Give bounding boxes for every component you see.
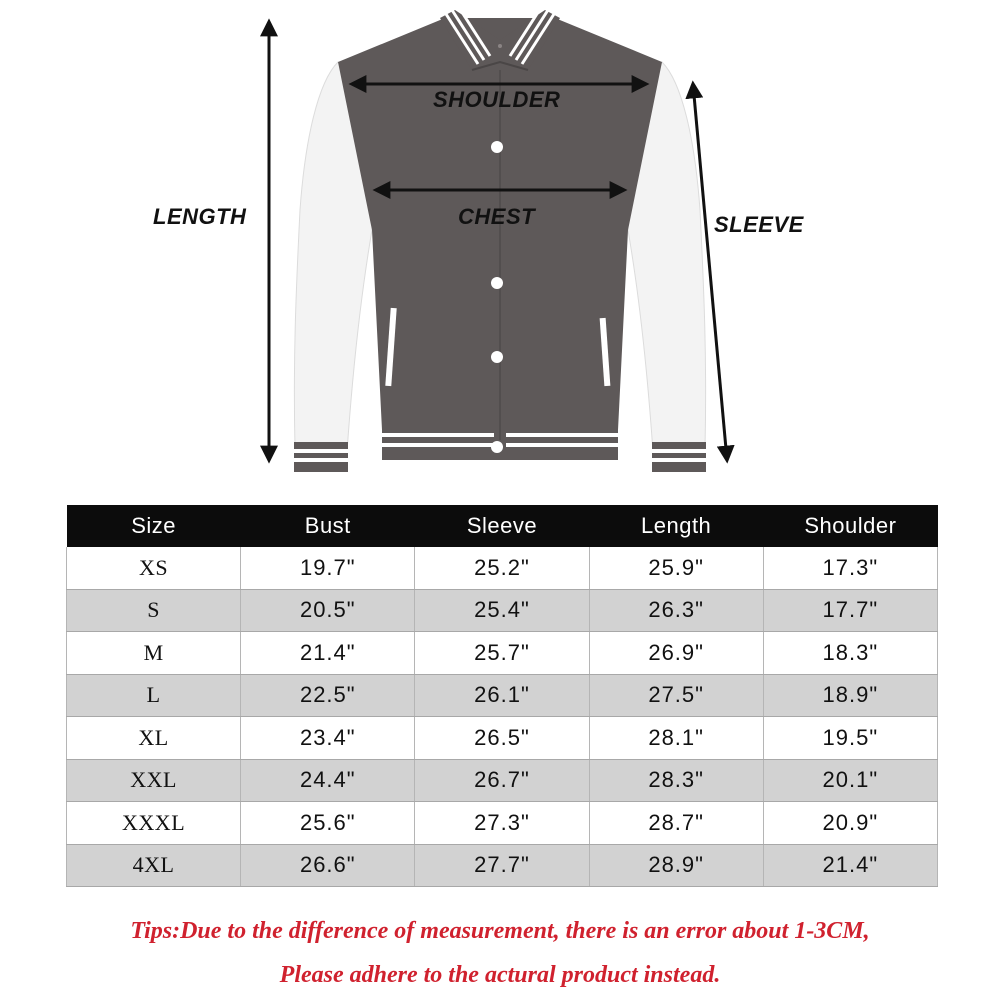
table-row	[67, 844, 938, 887]
length-cell: 28.9"	[589, 844, 763, 887]
sleeve-cell: 26.7"	[415, 759, 589, 802]
table-row	[67, 674, 938, 717]
table-row	[67, 547, 938, 589]
header-sleeve: Sleeve	[415, 505, 589, 547]
table-row	[67, 632, 938, 675]
sleeve-cell: 26.5"	[415, 717, 589, 760]
size-cell: L	[67, 674, 241, 717]
size-cell: XL	[67, 717, 241, 760]
length-cell: 28.1"	[589, 717, 763, 760]
size-cell: S	[67, 589, 241, 632]
header-size: Size	[67, 505, 241, 547]
table-row	[67, 589, 938, 632]
table-row	[67, 717, 938, 760]
shoulder-cell: 18.3"	[763, 632, 937, 675]
size-cell: 4XL	[67, 844, 241, 887]
tips-line-2: Please adhere to the actural product instead.	[279, 962, 721, 988]
bust-cell: 21.4"	[241, 632, 415, 675]
length-label: LENGTH	[153, 204, 247, 229]
right-cuff	[652, 442, 706, 472]
bust-cell: 20.5"	[241, 589, 415, 632]
shoulder-cell: 19.5"	[763, 717, 937, 760]
size-chart-table	[66, 505, 938, 887]
bust-cell: 19.7"	[241, 547, 415, 589]
sleeve-cell: 25.2"	[415, 547, 589, 589]
sleeve-cell: 25.7"	[415, 632, 589, 675]
bust-cell: 23.4"	[241, 717, 415, 760]
chest-label: CHEST	[458, 204, 536, 229]
length-cell: 26.9"	[589, 632, 763, 675]
table-row	[67, 759, 938, 802]
sleeve-cell: 26.1"	[415, 674, 589, 717]
length-cell: 28.3"	[589, 759, 763, 802]
sleeve-cell: 27.3"	[415, 802, 589, 845]
shoulder-cell: 17.7"	[763, 589, 937, 632]
tips-line-1: Tips:Due to the difference of measurement, there is an error about 1-3CM,	[130, 918, 870, 944]
bust-cell: 22.5"	[241, 674, 415, 717]
size-cell: XS	[67, 547, 241, 589]
jacket-body	[338, 6, 662, 460]
table-row	[67, 802, 938, 845]
header-shoulder: Shoulder	[763, 505, 937, 547]
size-cell: XXL	[67, 759, 241, 802]
sleeve-cell: 27.7"	[415, 844, 589, 887]
left-cuff	[294, 442, 348, 472]
length-cell: 28.7"	[589, 802, 763, 845]
shoulder-cell: 17.3"	[763, 547, 937, 589]
table-header-row	[67, 505, 938, 547]
shoulder-cell: 20.1"	[763, 759, 937, 802]
shoulder-cell: 21.4"	[763, 844, 937, 887]
length-cell: 26.3"	[589, 589, 763, 632]
length-cell: 27.5"	[589, 674, 763, 717]
header-bust: Bust	[241, 505, 415, 547]
shoulder-cell: 20.9"	[763, 802, 937, 845]
size-cell: M	[67, 632, 241, 675]
bust-cell: 25.6"	[241, 802, 415, 845]
header-length: Length	[589, 505, 763, 547]
bust-cell: 26.6"	[241, 844, 415, 887]
bust-cell: 24.4"	[241, 759, 415, 802]
sleeve-cell: 25.4"	[415, 589, 589, 632]
shoulder-cell: 18.9"	[763, 674, 937, 717]
sleeve-label: SLEEVE	[714, 212, 804, 237]
size-cell: XXXL	[67, 802, 241, 845]
length-cell: 25.9"	[589, 547, 763, 589]
shoulder-label: SHOULDER	[433, 87, 561, 112]
